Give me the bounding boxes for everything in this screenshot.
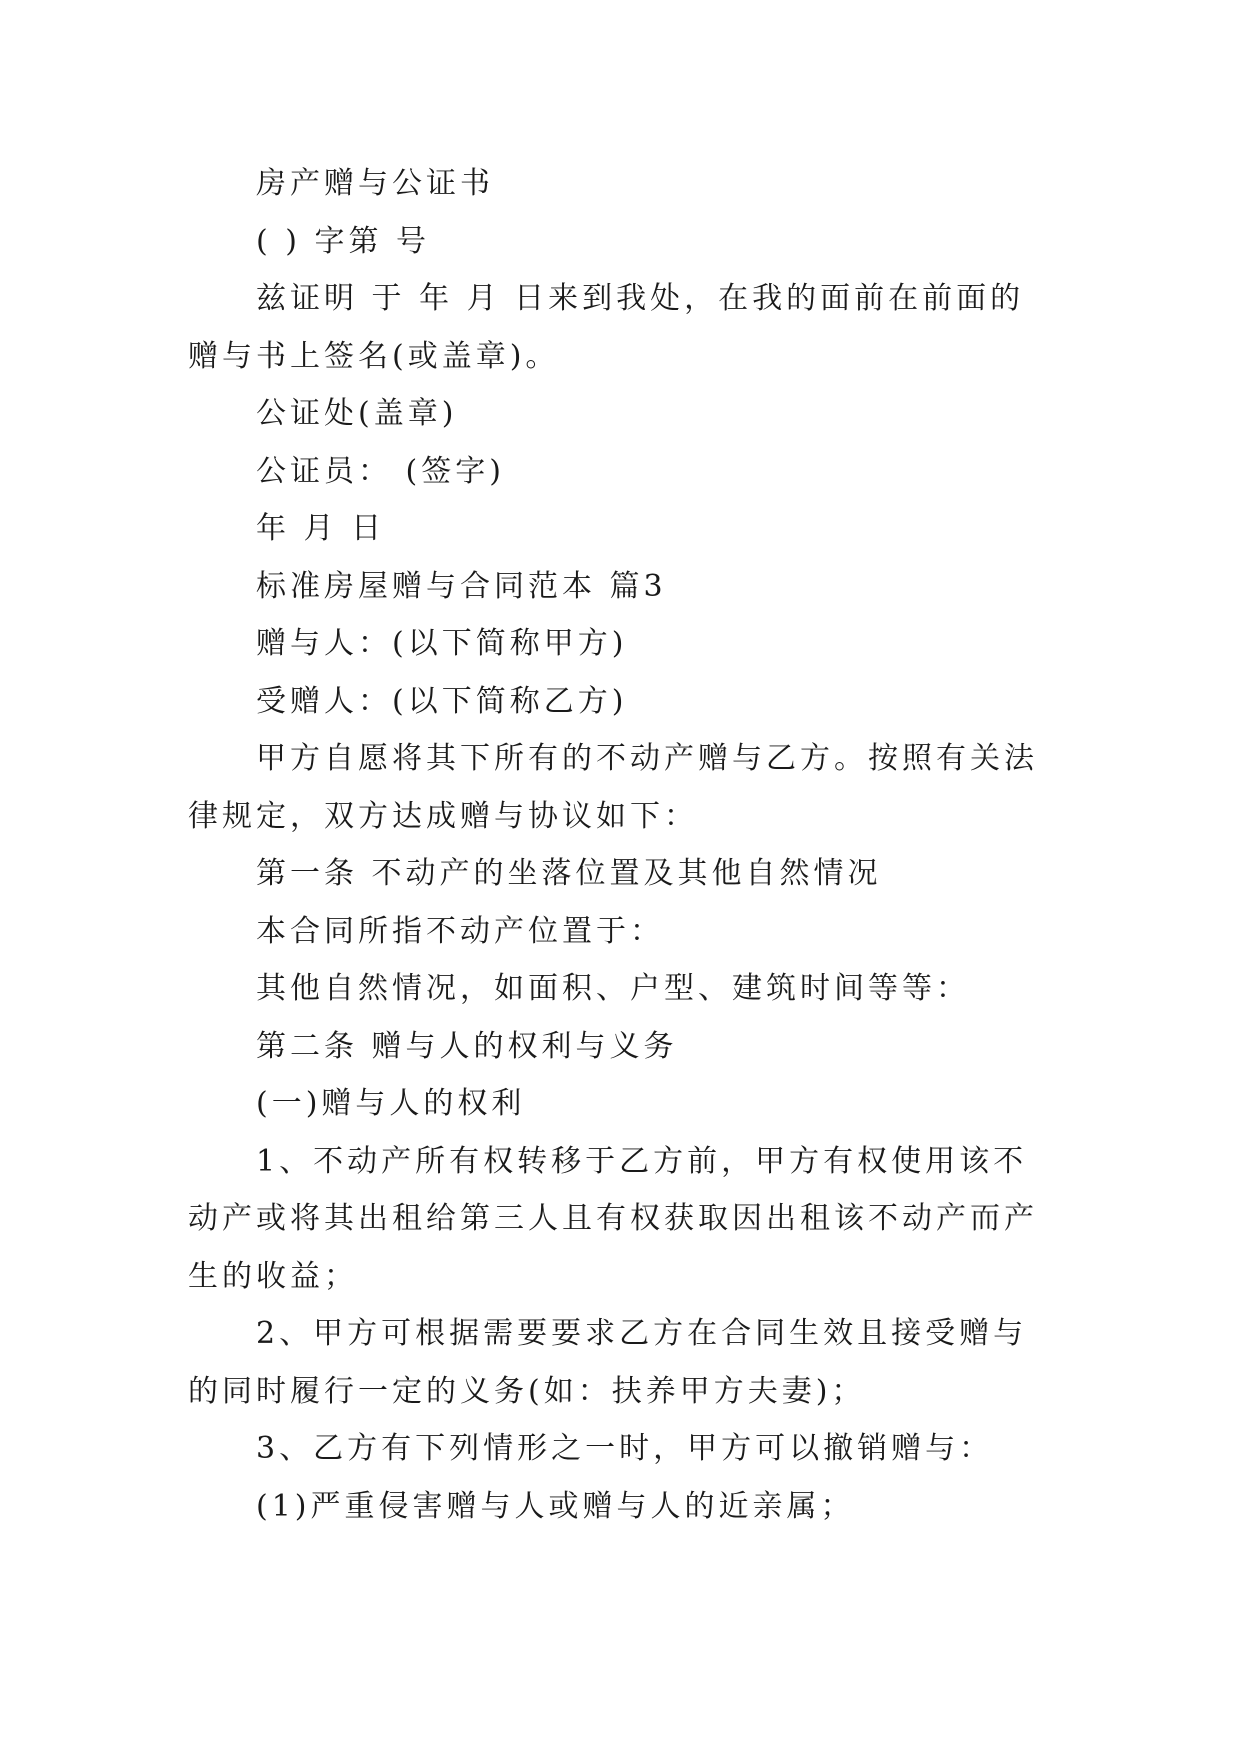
clause-item-1: 1、不动产所有权转移于乙方前，甲方有权使用该不动产或将其出租给第三人且有权获取因出租该不动产而产生的收益；: [188, 1143, 1038, 1294]
document-number-line: ( ) 字第 号: [256, 223, 431, 259]
donor-rights-heading: (一)赠与人的权利: [256, 1086, 526, 1121]
notary-title: 房产赠与公证书: [256, 166, 494, 201]
donee-line: 受赠人：(以下简称乙方): [256, 683, 628, 719]
contract-section-heading: 标准房屋赠与合同范本 篇3: [256, 568, 667, 604]
article-one-heading: 第一条 不动产的坐落位置及其他自然情况: [256, 856, 882, 891]
property-location-line: 本合同所指不动产位置于：: [256, 913, 664, 949]
document-body: [188, 155, 1048, 1535]
clause-item-3: 3、乙方有下列情形之一时，甲方可以撤销赠与：: [256, 1431, 994, 1466]
certification-statement: 兹证明 于 年 月 日来到我处，在我的面前在前面的赠与书上签名(或盖章)。: [188, 281, 1025, 374]
notary-office-seal-line: 公证处(盖章): [256, 396, 458, 431]
date-line: 年 月 日: [256, 511, 386, 546]
article-two-heading: 第二条 赠与人的权利与义务: [256, 1028, 678, 1064]
clause-item-2: 2、甲方可根据需要要求乙方在合同生效且接受赠与的同时履行一定的义务(如：扶养甲方夫妻)；: [188, 1316, 1028, 1409]
donor-line: 赠与人：(以下简称甲方): [256, 626, 628, 661]
notary-signature-line: 公证员： (签字): [256, 453, 505, 489]
clause-subitem-1: (1)严重侵害赠与人或赠与人的近亲属；: [256, 1488, 855, 1524]
property-details-line: 其他自然情况，如面积、户型、建筑时间等等：: [256, 971, 970, 1006]
agreement-preamble: 甲方自愿将其下所有的不动产赠与乙方。按照有关法律规定，双方达成赠与协议如下：: [188, 741, 1038, 834]
